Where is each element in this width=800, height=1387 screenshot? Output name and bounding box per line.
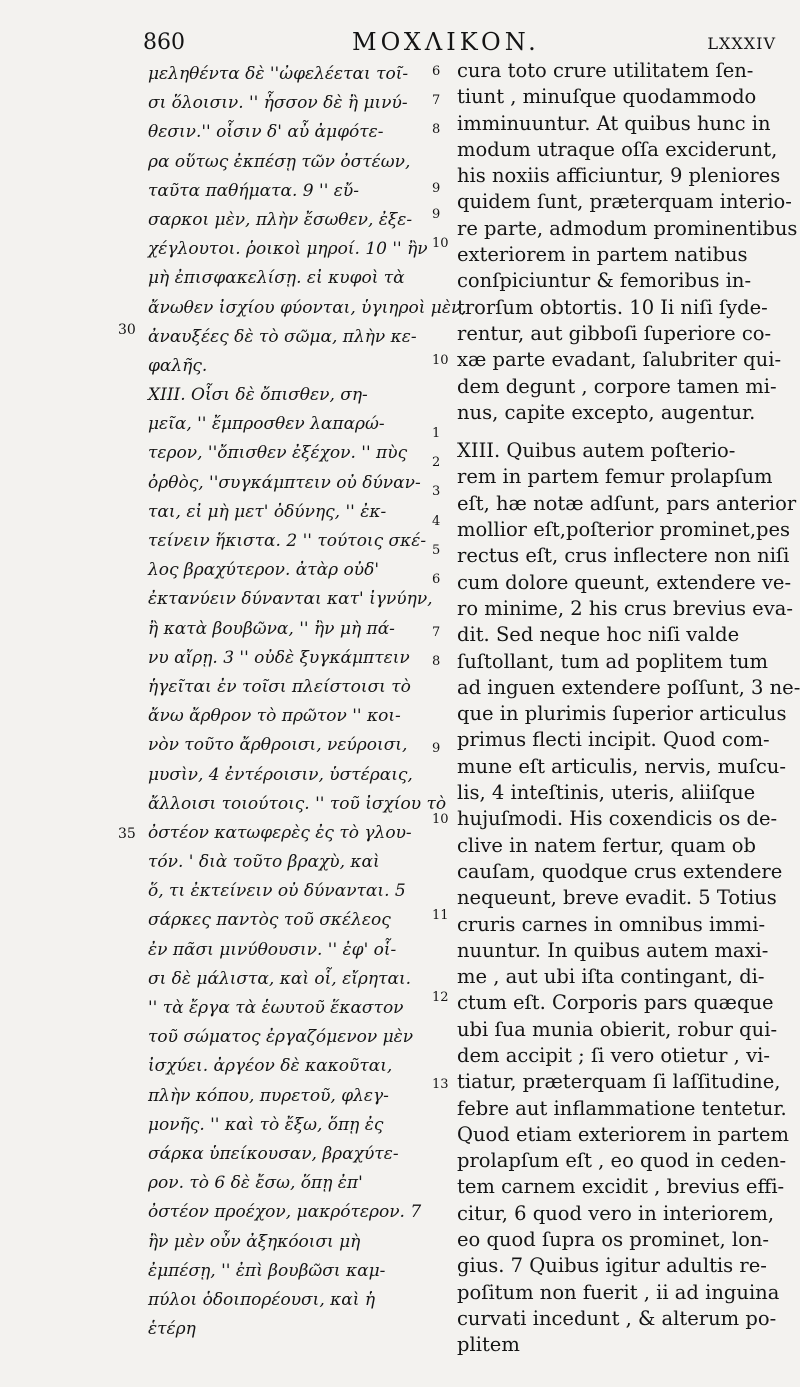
greek-text-line: νυ αἴρῃ. 3 '' οὐδὲ ξυγκάμπτειν: [148, 647, 410, 668]
verse-number: 9: [432, 180, 441, 196]
latin-text-line: Quod etiam exteriorem in partem: [457, 1122, 789, 1146]
greek-text-line: τόν. ' διὰ τοῦτο βραχὺ, καὶ: [148, 852, 380, 873]
latin-text-line: nuuntur. In quibus autem maxi-: [457, 938, 769, 962]
latin-text-line: mollior eſt,poſterior prominet,pes: [457, 518, 791, 542]
latin-text-line: lis, 4 inteſtinis, uteris, aliiſque: [457, 781, 756, 805]
greek-text-line: ται, εἰ μὴ μετ' ὀδύνης, '' ἐκ-: [148, 501, 387, 522]
latin-text-line: rentur, aut gibboſi ſuperiore co-: [457, 321, 772, 345]
running-header: [0, 28, 800, 60]
latin-text-line: modum utraque oſſa exciderunt,: [457, 137, 778, 161]
greek-text-line: σάρκες παντὸς τοῦ σκέλεος: [148, 910, 391, 931]
latin-text-line: XIII. Quibus autem poſterio-: [457, 439, 736, 463]
greek-text-line: ἰσχύει. ἀργέον δὲ κακοῦται,: [148, 1056, 393, 1077]
greek-text-line: σι ὅλοισιν. '' ἧσσον δὲ ἢ μινύ-: [148, 93, 408, 114]
latin-text-line: citur, 6 quod vero in interiorem,: [457, 1201, 775, 1225]
latin-text-line: gius. 7 Quibus igitur adultis re-: [457, 1254, 767, 1278]
latin-text-line: clive in natem fertur, quam ob: [457, 833, 757, 857]
verse-number: 6: [432, 572, 441, 588]
latin-text-line: ctum eſt. Corporis pars quæque: [457, 991, 774, 1015]
latin-text-line: tem carnem excidit , brevius effi-: [457, 1175, 785, 1199]
verse-number: 10: [432, 811, 449, 827]
latin-text-line: tiatur, præterquam ſi laſſitudine,: [457, 1070, 781, 1094]
greek-text-line: ἡγεῖται ἐν τοῖσι πλείστοισι τὸ: [148, 676, 411, 697]
latin-text-line: eſt, hæ notæ adſunt, pars anterior: [457, 491, 797, 515]
latin-text-line: hujuſmodi. His coxendicis os de-: [457, 807, 778, 831]
greek-text-line: ρον. τὸ 6 δὲ ἔσω, ὅπῃ ἐπ': [148, 1173, 363, 1194]
verse-number: 5: [432, 542, 441, 558]
latin-text-line: nus, capite excepto, augentur.: [457, 400, 756, 424]
latin-text-line: tiunt , minuſque quodammodo: [457, 85, 757, 109]
greek-text-line: '' τὰ ἔργα τὰ ἑωυτοῦ ἕκαστον: [148, 998, 404, 1018]
greek-text-line: ὅ, τι ἐκτείνειν οὐ δύνανται. 5: [148, 881, 406, 902]
greek-text-line: φαλῆς.: [148, 355, 208, 376]
greek-text-line: ρα οὕτως ἐκπέσῃ τῶν ὀστέων,: [148, 151, 411, 172]
verse-number: 6: [432, 64, 441, 79]
verse-number: 8: [432, 653, 441, 669]
latin-text-line: rem in partem femur prolapſum: [457, 465, 773, 489]
verse-number: 4: [432, 513, 441, 529]
verse-number: 7: [432, 93, 441, 109]
verse-number: 10: [432, 236, 449, 252]
greek-text-line: ἢ κατὰ βουβῶνα, '' ἢν μὴ πά-: [148, 618, 395, 639]
greek-text-line: ἐν πᾶσι μινύθουσιν. '' ἐφ' οἷ-: [148, 939, 397, 960]
latin-text-line: cruris carnes in omnibus immi-: [457, 912, 766, 936]
greek-text-line: ὀστέον προέχον, μακρότερον. 7: [148, 1202, 422, 1223]
latin-text-line: febre aut inflammatione tentetur.: [457, 1096, 787, 1120]
line-number: 35: [118, 826, 136, 842]
greek-text-line: πύλοι ὁδοιπορέουσι, καὶ ἡ: [148, 1289, 376, 1310]
greek-text-line: μεῖα, '' ἔμπροσθεν λαπαρώ-: [148, 414, 385, 435]
running-title: MOXΛIKON.: [352, 28, 540, 56]
verse-number: 9: [432, 207, 441, 223]
latin-text-line: rectus eſt, crus inflectere non niſi: [457, 544, 790, 568]
latin-text-line: plitem: [457, 1333, 520, 1357]
greek-text-line: πλὴν κόπου, πυρετοῦ, φλεγ-: [148, 1085, 389, 1106]
latin-text-line: cauſam, quodque crus extendere: [457, 859, 783, 883]
greek-text-line: μυσὶν, 4 ἐντέροισιν, ὑστέραις,: [148, 764, 413, 785]
verse-number: 12: [432, 989, 449, 1005]
greek-text-line: ἑτέρη: [148, 1319, 196, 1340]
verse-number: 13: [432, 1077, 449, 1093]
latin-text-line: ro minime, 2 his crus brevius eva-: [457, 596, 793, 620]
verse-number: 7: [432, 624, 441, 640]
verse-number: 1: [432, 426, 441, 442]
greek-text-line: ἢν μὲν οὖν ἀξηκόοισι μὴ: [148, 1231, 361, 1252]
latin-text-line: re parte, admodum prominentibus: [457, 216, 798, 240]
latin-text-line: cum dolore queunt, extendere ve-: [457, 570, 792, 594]
latin-text-line: poſitum non fuerit , ii ad inguina: [457, 1280, 780, 1304]
greek-text-line: ὀρθὸς, ''συγκάμπτειν οὐ δύναν-: [148, 472, 421, 493]
greek-text-line: ἐκτανύειν δύνανται κατ' ἰγνύην,: [148, 589, 433, 610]
latin-text-line: his noxiis afficiuntur, 9 pleniores: [457, 164, 781, 188]
latin-text-line: mune eſt articulis, nervis, muſcu-: [457, 754, 786, 778]
latin-column: [457, 58, 800, 1359]
verse-number: 9: [432, 741, 441, 757]
latin-text-line: dem degunt , corpore tamen mi-: [457, 374, 777, 398]
greek-text-line: λος βραχύτερον. ἀτὰρ οὐδ': [148, 560, 380, 581]
greek-text-line: ἄλλοισι τοιούτοις. '' τοῦ ἰσχίου τὸ: [148, 793, 447, 814]
greek-text-line: θεσιν.'' οἷσιν δ' αὖ ἀμφότε-: [148, 122, 384, 143]
greek-text-line: σαρκοι μὲν, πλὴν ἔσωθεν, ἐξε-: [148, 209, 413, 230]
latin-text-line: imminuuntur. At quibus hunc in: [457, 111, 771, 135]
greek-text-line: ἄνωθεν ἰσχίου φύονται, ὑγιηροὶ μὲν,: [148, 297, 467, 318]
greek-text-line: σι δὲ μάλιστα, καὶ οἷ, εἴρηται.: [148, 968, 412, 989]
latin-text-line: xæ parte evadant, ſalubriter qui-: [457, 348, 782, 372]
latin-text-line: dem accipit ; ſi vero otietur , vi-: [457, 1043, 770, 1067]
greek-text-line: ἐμπέσῃ, '' ἐπὶ βουβῶσι καμ-: [148, 1260, 386, 1281]
greek-text-line: μεληθέντα δὲ ''ὠφελέεται τοῖ-: [148, 64, 409, 84]
greek-text-line: ταῦτα παθήματα. 9 '' εὔ-: [148, 180, 359, 201]
latin-text-line: que in plurimis ſuperior articulus: [457, 702, 787, 726]
greek-text-line: ὀστέον κατωφερὲς ἐς τὸ γλου-: [148, 822, 412, 843]
latin-text-line: prolapſum eſt , eo quod in ceden-: [457, 1149, 787, 1173]
latin-text-line: trorſum obtortis. 10 Ii niſi ſyde-: [457, 295, 768, 319]
latin-text-line: primus flecti incipit. Quod com-: [457, 728, 770, 752]
latin-text-line: dit. Sed neque hoc niſi valde: [457, 623, 740, 647]
latin-text-line: ad inguen extendere poſſunt, 3 ne-: [457, 675, 800, 699]
section-number: LXXXIV: [707, 34, 776, 53]
latin-text-line: cura toto crure utilitatem ſen-: [457, 59, 754, 82]
latin-text-line: ubi ſua munia obierit, robur qui-: [457, 1017, 778, 1041]
line-number: 30: [118, 322, 136, 338]
greek-text-line: μονῆς. '' καὶ τὸ ἔξω, ὅπῃ ἐς: [148, 1114, 384, 1135]
greek-text-line: XIII. Οἷσι δὲ ὄπισθεν, ση-: [148, 385, 368, 406]
greek-text-line: ἄνω ἄρθρον τὸ πρῶτον '' κοι-: [148, 706, 401, 727]
page-number: 860: [143, 30, 185, 55]
verse-number: 2: [432, 455, 441, 471]
greek-text-line: σάρκα ὑπείκουσαν, βραχύτε-: [148, 1143, 399, 1164]
greek-text-line: τοῦ σώματος ἐργαζόμενον μὲν: [148, 1027, 414, 1048]
latin-text-line: quidem ſunt, præterquam interio-: [457, 190, 792, 214]
greek-text-line: νὸν τοῦτο ἄρθροισι, νεύροισι,: [148, 735, 408, 756]
latin-text-line: conſpiciuntur & femoribus in-: [457, 269, 752, 293]
verse-number: 3: [432, 484, 441, 500]
greek-text-line: τερον, ''ὄπισθεν ἐξέχον. '' πὺς: [148, 443, 408, 464]
greek-text-line: τείνειν ἥκιστα. 2 '' τούτοις σκέ-: [148, 531, 427, 551]
verse-number: 11: [432, 907, 449, 923]
latin-text-line: exteriorem in partem natibus: [457, 243, 748, 267]
verse-number: 10: [432, 353, 449, 369]
latin-text-line: ſuſtollant, tum ad poplitem tum: [457, 649, 768, 673]
latin-text-line: curvati incedunt , & alterum po-: [457, 1306, 777, 1330]
greek-text-line: ἀναυξέες δὲ τὸ σῶμα, πλὴν κε-: [148, 326, 417, 347]
greek-text-line: χέγλουτοι. ῥοικοὶ μηροί. 10 '' ἢν: [148, 239, 428, 260]
latin-text-line: eo quod ſupra os prominet, lon-: [457, 1228, 770, 1252]
verse-number: 8: [432, 122, 441, 138]
greek-text-line: μὴ ἐπισφακελίσῃ. εἰ κυφοὶ τὰ: [148, 268, 405, 289]
latin-text-line: me , aut ubi iſta contingant, di-: [457, 965, 765, 989]
latin-text-line: nequeunt, breve evadit. 5 Totius: [457, 886, 777, 910]
